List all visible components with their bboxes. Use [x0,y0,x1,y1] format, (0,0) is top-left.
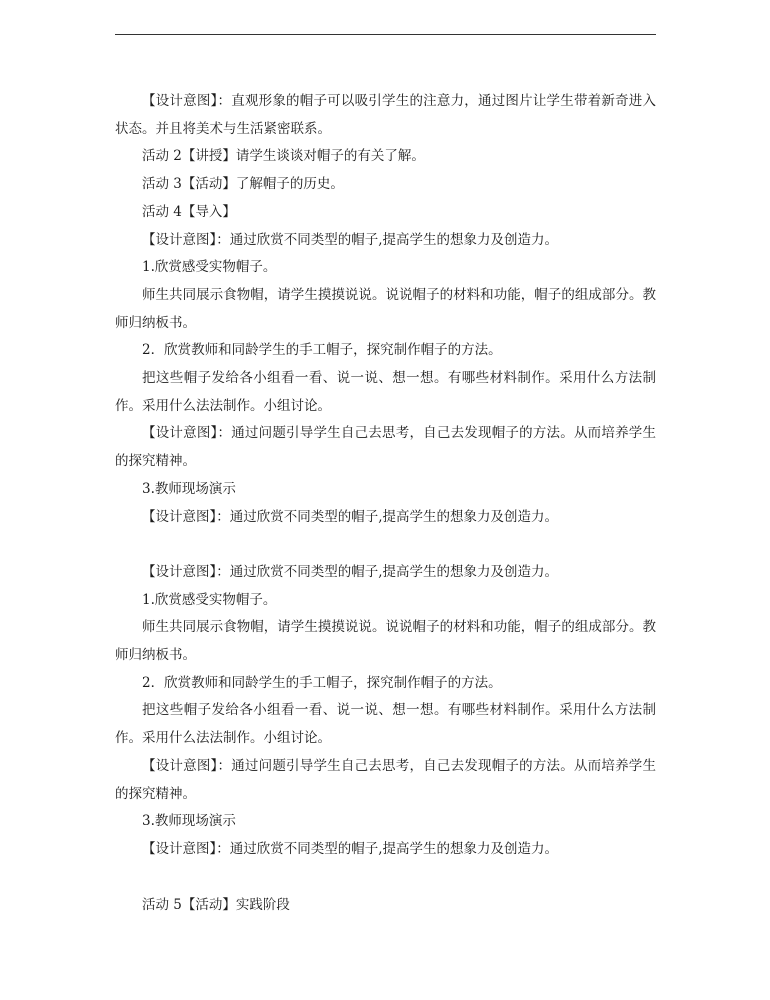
blank-line [115,531,656,559]
paragraph-step-1-detail: 师生共同展示食物帽，请学生摸摸说说。说说帽子的材料和功能，帽子的组成部分。教师归纳板书。 [115,286,656,331]
paragraph-step-1-repeat: 1.欣赏感受实物帽子。 [142,591,277,608]
paragraph-activity-5: 活动 5【活动】实践阶段 [142,896,290,913]
paragraph-design-intent-4: 【设计意图】：通过欣赏不同类型的帽子,提高学生的想象力及创造力。 [142,508,559,525]
paragraph-step-2-repeat: 2．欣赏教师和同龄学生的手工帽子，探究制作帽子的方法。 [142,674,502,691]
paragraph-step-3-repeat: 3.教师现场演示 [142,813,236,830]
paragraph-step-1: 1.欣赏感受实物帽子。 [142,259,277,276]
paragraph-design-intent-6: 【设计意图】：通过问题引导学生自己去思考，自己去发现帽子的方法。从而培养学生的探究精神。 [115,757,656,802]
header-rule [115,34,656,35]
paragraph-step-1-detail-repeat: 师生共同展示食物帽，请学生摸摸说说。说说帽子的材料和功能，帽子的组成部分。教师归纳板书。 [115,619,656,664]
paragraph-design-intent-5: 【设计意图】：通过欣赏不同类型的帽子,提高学生的想象力及创造力。 [142,563,559,580]
paragraph-step-2-detail: 把这些帽子发给各小组看一看、说一说、想一想。有哪些材料制作。采用什么方法制作。采用什么法法制作。小组讨论。 [115,370,656,414]
paragraph-activity-3: 活动 3【活动】了解帽子的历史。 [142,176,344,193]
paragraph-step-2: 2．欣赏教师和同龄学生的手工帽子，探究制作帽子的方法。 [142,342,502,359]
paragraph-activity-2: 活动 2【讲授】请学生谈谈对帽子的有关了解。 [142,148,425,165]
paragraph-design-intent-3: 【设计意图】：通过问题引导学生自己去思考，自己去发现帽子的方法。从而培养学生的探究精神。 [115,425,656,470]
document-body [115,88,656,919]
paragraph-step-2-detail-repeat: 把这些帽子发给各小组看一看、说一说、想一想。有哪些材料制作。采用什么方法制作。采用什么法法制作。小组讨论。 [115,702,656,747]
paragraph-design-intent-1: 【设计意图】：直观形象的帽子可以吸引学生的注意力，通过图片让学生带着新奇进入状态。并且将美术与生活紧密联系。 [115,93,656,137]
paragraph-design-intent-2: 【设计意图】：通过欣赏不同类型的帽子,提高学生的想象力及创造力。 [142,231,559,248]
paragraph-design-intent-7: 【设计意图】：通过欣赏不同类型的帽子,提高学生的想象力及创造力。 [142,840,559,857]
paragraph-step-3: 3.教师现场演示 [142,480,236,497]
paragraph-activity-4: 活动 4【导入】 [142,203,236,220]
blank-line [115,864,656,892]
